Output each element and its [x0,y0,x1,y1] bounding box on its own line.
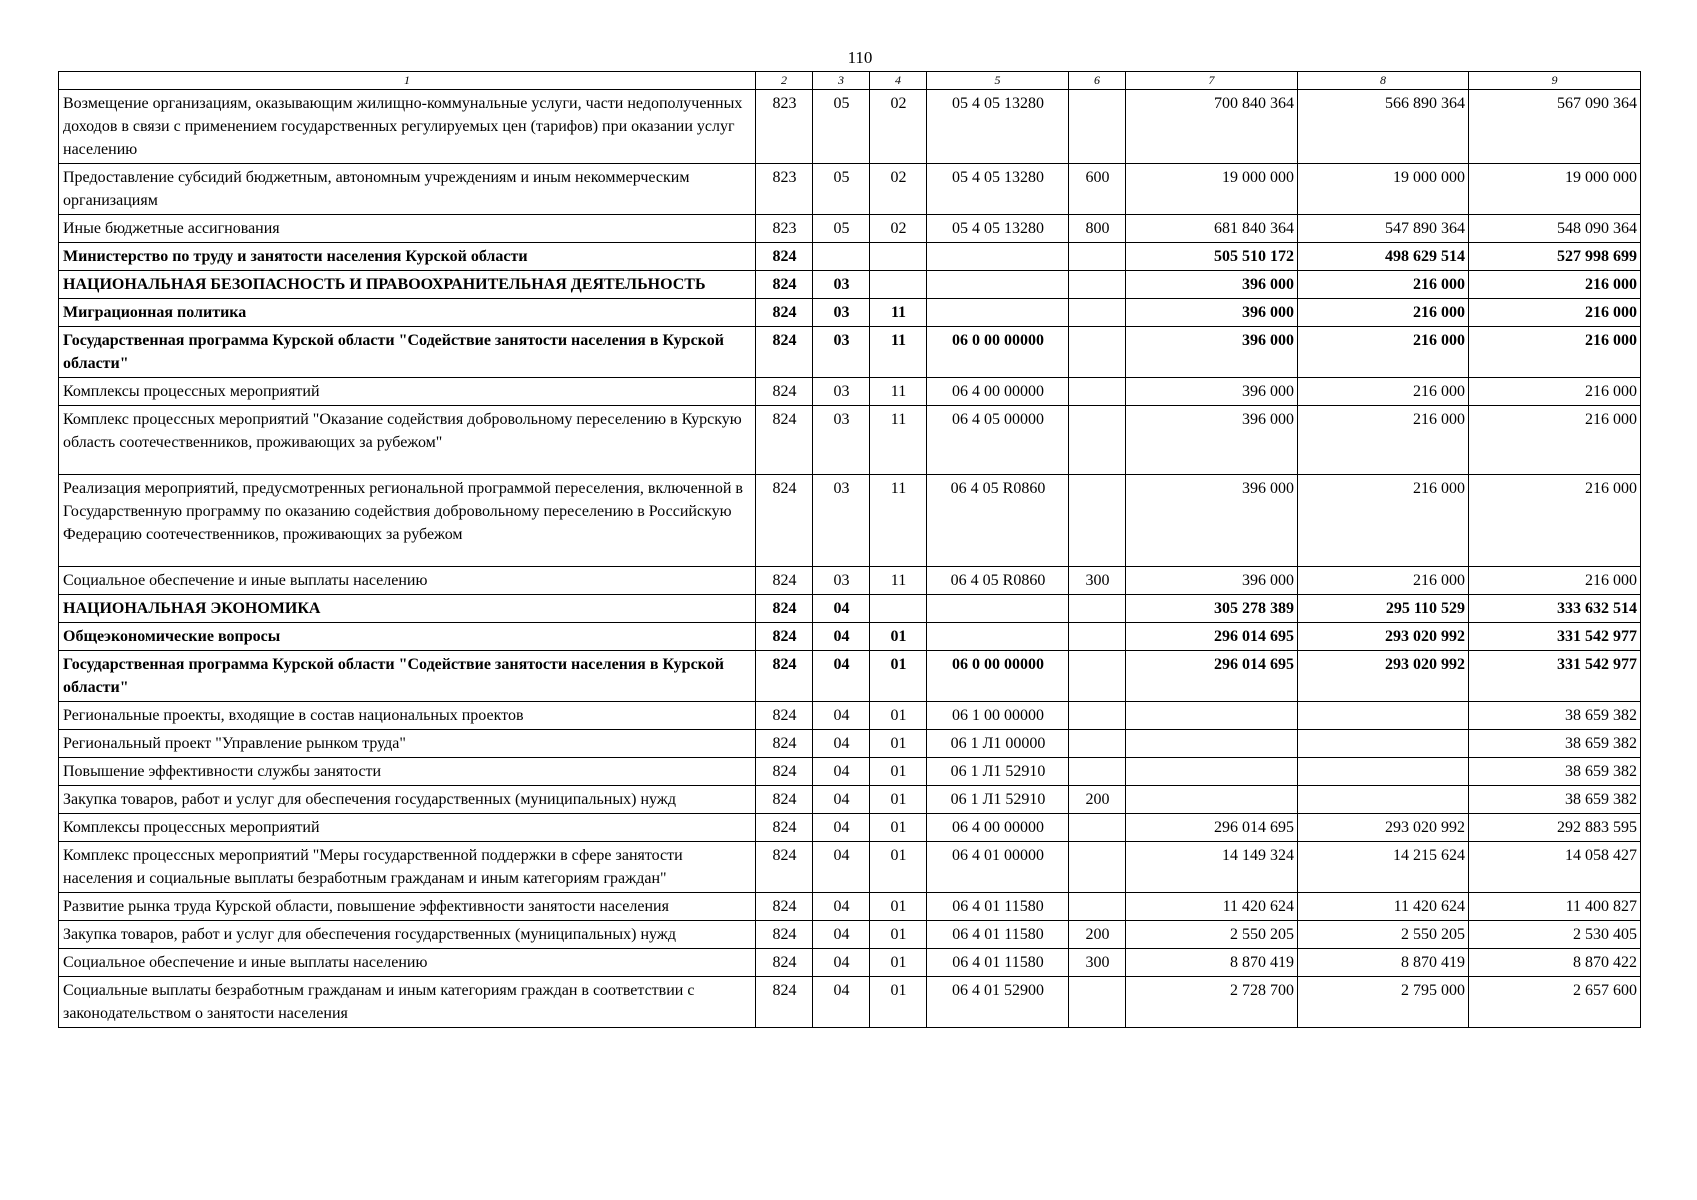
section-code-cell: 04 [813,651,870,702]
row-name-cell: Развитие рынка труда Курской области, повышение эффективности занятости населения [59,893,756,921]
expense-type-cell [1069,299,1126,327]
amount-col9-cell: 567 090 364 [1469,90,1641,164]
amount-col7-cell: 396 000 [1126,567,1298,595]
expense-type-cell [1069,623,1126,651]
amount-col9-cell: 19 000 000 [1469,164,1641,215]
section-code-cell: 04 [813,921,870,949]
expense-type-cell: 800 [1069,215,1126,243]
amount-col8-cell: 547 890 364 [1298,215,1469,243]
row-name-cell: Предоставление субсидий бюджетным, автономным учреждениям и иным некоммерческим организациям [59,164,756,215]
amount-col8-cell: 216 000 [1298,475,1469,567]
row-name-cell: Социальное обеспечение и иные выплаты населению [59,567,756,595]
amount-col9-cell: 331 542 977 [1469,651,1641,702]
amount-col9-cell: 548 090 364 [1469,215,1641,243]
row-name-cell: Социальное обеспечение и иные выплаты населению [59,949,756,977]
amount-col7-cell: 396 000 [1126,378,1298,406]
section-code-cell: 04 [813,842,870,893]
subsection-code-cell: 01 [870,842,927,893]
table-row [59,299,1641,327]
amount-col7-cell: 505 510 172 [1126,243,1298,271]
ministry-code-cell: 824 [756,786,813,814]
section-code-cell: 03 [813,299,870,327]
amount-col9-cell: 527 998 699 [1469,243,1641,271]
expense-type-cell [1069,893,1126,921]
row-name-cell: Комплекс процессных мероприятий "Меры государственной поддержки в сфере занятости населения и социальные выплаты безработным гражданам и иным категориям граждан" [59,842,756,893]
amount-col9-cell: 11 400 827 [1469,893,1641,921]
amount-col9-cell: 331 542 977 [1469,623,1641,651]
ministry-code-cell: 824 [756,567,813,595]
target-article-cell: 06 1 Л1 00000 [927,730,1069,758]
section-code-cell: 05 [813,90,870,164]
amount-col8-cell [1298,786,1469,814]
section-code-cell: 03 [813,271,870,299]
section-code-cell: 04 [813,702,870,730]
table-body [59,90,1641,1028]
amount-col9-cell: 216 000 [1469,299,1641,327]
subsection-code-cell: 11 [870,378,927,406]
row-name-cell: Общеэкономические вопросы [59,623,756,651]
amount-col9-cell: 38 659 382 [1469,758,1641,786]
subsection-code-cell: 01 [870,814,927,842]
expense-type-cell: 600 [1069,164,1126,215]
expense-type-cell [1069,651,1126,702]
column-number: 5 [927,72,1069,90]
subsection-code-cell [870,271,927,299]
column-number: 6 [1069,72,1126,90]
ministry-code-cell: 824 [756,893,813,921]
row-name-cell: НАЦИОНАЛЬНАЯ БЕЗОПАСНОСТЬ И ПРАВООХРАНИТЕЛЬНАЯ ДЕЯТЕЛЬНОСТЬ [59,271,756,299]
row-name-cell: Реализация мероприятий, предусмотренных региональной программой переселения, включенной в Государственную программу по оказанию содействия добровольному переселению в Российскую Федерацию соотечественников, проживающих за рубежом [59,475,756,567]
column-number: 1 [59,72,756,90]
table-row [59,730,1641,758]
ministry-code-cell: 824 [756,623,813,651]
ministry-code-cell: 824 [756,977,813,1028]
amount-col7-cell: 396 000 [1126,475,1298,567]
row-name-cell: Региональный проект "Управление рынком труда" [59,730,756,758]
amount-col8-cell: 293 020 992 [1298,651,1469,702]
amount-col8-cell: 14 215 624 [1298,842,1469,893]
section-code-cell: 04 [813,814,870,842]
row-name-cell: Комплекс процессных мероприятий "Оказание содействия добровольному переселению в Курскую область соотечественников, проживающих за рубежом" [59,406,756,475]
subsection-code-cell: 02 [870,215,927,243]
target-article-cell: 06 1 Л1 52910 [927,786,1069,814]
column-number: 8 [1298,72,1469,90]
amount-col7-cell: 396 000 [1126,299,1298,327]
target-article-cell [927,243,1069,271]
table-row [59,623,1641,651]
table-row [59,893,1641,921]
subsection-code-cell: 11 [870,567,927,595]
row-name-cell: Повышение эффективности службы занятости [59,758,756,786]
amount-col9-cell: 38 659 382 [1469,702,1641,730]
row-name-cell: Региональные проекты, входящие в состав национальных проектов [59,702,756,730]
expense-type-cell [1069,243,1126,271]
table-row [59,814,1641,842]
ministry-code-cell: 824 [756,595,813,623]
amount-col8-cell: 293 020 992 [1298,814,1469,842]
table-row [59,651,1641,702]
ministry-code-cell: 824 [756,814,813,842]
subsection-code-cell: 02 [870,90,927,164]
table-row [59,164,1641,215]
amount-col9-cell: 38 659 382 [1469,786,1641,814]
subsection-code-cell: 02 [870,164,927,215]
row-name-cell: Комплексы процессных мероприятий [59,814,756,842]
subsection-code-cell: 01 [870,758,927,786]
amount-col7-cell: 396 000 [1126,327,1298,378]
subsection-code-cell: 01 [870,730,927,758]
amount-col8-cell: 498 629 514 [1298,243,1469,271]
amount-col8-cell: 216 000 [1298,327,1469,378]
amount-col7-cell [1126,702,1298,730]
ministry-code-cell: 824 [756,651,813,702]
amount-col8-cell: 11 420 624 [1298,893,1469,921]
column-number: 7 [1126,72,1298,90]
amount-col7-cell [1126,730,1298,758]
ministry-code-cell: 824 [756,921,813,949]
section-code-cell [813,243,870,271]
amount-col9-cell: 2 657 600 [1469,977,1641,1028]
amount-col8-cell: 2 550 205 [1298,921,1469,949]
subsection-code-cell [870,243,927,271]
budget-table [58,71,1641,1028]
page-number: 110 [847,48,873,67]
section-code-cell: 04 [813,623,870,651]
expense-type-cell [1069,90,1126,164]
table-row [59,243,1641,271]
amount-col8-cell: 2 795 000 [1298,977,1469,1028]
ministry-code-cell: 824 [756,702,813,730]
ministry-code-cell: 823 [756,90,813,164]
ministry-code-cell: 824 [756,758,813,786]
target-article-cell [927,271,1069,299]
row-name-cell: Министерство по труду и занятости населения Курской области [59,243,756,271]
ministry-code-cell: 824 [756,475,813,567]
target-article-cell: 06 4 01 11580 [927,921,1069,949]
amount-col7-cell: 681 840 364 [1126,215,1298,243]
expense-type-cell [1069,475,1126,567]
row-name-cell: НАЦИОНАЛЬНАЯ ЭКОНОМИКА [59,595,756,623]
ministry-code-cell: 823 [756,164,813,215]
section-code-cell: 04 [813,786,870,814]
subsection-code-cell: 01 [870,921,927,949]
target-article-cell: 06 4 01 52900 [927,977,1069,1028]
subsection-code-cell: 11 [870,475,927,567]
table-row [59,215,1641,243]
ministry-code-cell: 824 [756,327,813,378]
amount-col7-cell: 296 014 695 [1126,651,1298,702]
amount-col9-cell: 216 000 [1469,567,1641,595]
subsection-code-cell [870,595,927,623]
target-article-cell: 05 4 05 13280 [927,215,1069,243]
amount-col9-cell: 38 659 382 [1469,730,1641,758]
table-row [59,595,1641,623]
target-article-cell: 05 4 05 13280 [927,90,1069,164]
table-row [59,786,1641,814]
subsection-code-cell: 11 [870,406,927,475]
subsection-code-cell: 01 [870,786,927,814]
target-article-cell: 06 4 00 00000 [927,378,1069,406]
row-name-cell: Закупка товаров, работ и услуг для обеспечения государственных (муниципальных) нужд [59,786,756,814]
column-number-row [59,72,1641,90]
expense-type-cell: 300 [1069,949,1126,977]
amount-col7-cell: 305 278 389 [1126,595,1298,623]
table-row [59,921,1641,949]
amount-col9-cell: 216 000 [1469,475,1641,567]
subsection-code-cell: 01 [870,702,927,730]
expense-type-cell [1069,977,1126,1028]
expense-type-cell [1069,730,1126,758]
ministry-code-cell: 824 [756,271,813,299]
amount-col8-cell: 216 000 [1298,299,1469,327]
column-number: 4 [870,72,927,90]
amount-col7-cell: 296 014 695 [1126,623,1298,651]
ministry-code-cell: 823 [756,215,813,243]
table-row [59,90,1641,164]
target-article-cell [927,623,1069,651]
table-row [59,842,1641,893]
target-article-cell: 06 4 00 00000 [927,814,1069,842]
subsection-code-cell: 11 [870,327,927,378]
amount-col7-cell: 19 000 000 [1126,164,1298,215]
amount-col8-cell: 216 000 [1298,271,1469,299]
row-name-cell: Иные бюджетные ассигнования [59,215,756,243]
expense-type-cell [1069,378,1126,406]
expense-type-cell [1069,406,1126,475]
subsection-code-cell: 11 [870,299,927,327]
section-code-cell: 04 [813,977,870,1028]
amount-col8-cell [1298,730,1469,758]
amount-col7-cell: 8 870 419 [1126,949,1298,977]
amount-col9-cell: 8 870 422 [1469,949,1641,977]
expense-type-cell [1069,814,1126,842]
amount-col7-cell: 2 728 700 [1126,977,1298,1028]
column-number: 2 [756,72,813,90]
section-code-cell: 03 [813,475,870,567]
target-article-cell: 06 4 05 R0860 [927,475,1069,567]
amount-col7-cell [1126,758,1298,786]
subsection-code-cell: 01 [870,623,927,651]
amount-col8-cell: 216 000 [1298,406,1469,475]
target-article-cell: 06 4 01 00000 [927,842,1069,893]
ministry-code-cell: 824 [756,299,813,327]
target-article-cell: 06 1 Л1 52910 [927,758,1069,786]
amount-col8-cell: 293 020 992 [1298,623,1469,651]
target-article-cell [927,299,1069,327]
section-code-cell: 04 [813,730,870,758]
table-row [59,475,1641,567]
amount-col9-cell: 2 530 405 [1469,921,1641,949]
section-code-cell: 03 [813,378,870,406]
table-row [59,406,1641,475]
target-article-cell: 06 4 05 R0860 [927,567,1069,595]
section-code-cell: 04 [813,893,870,921]
subsection-code-cell: 01 [870,651,927,702]
expense-type-cell: 200 [1069,786,1126,814]
target-article-cell: 06 1 00 00000 [927,702,1069,730]
amount-col8-cell: 216 000 [1298,378,1469,406]
target-article-cell: 05 4 05 13280 [927,164,1069,215]
section-code-cell: 04 [813,595,870,623]
target-article-cell: 06 4 01 11580 [927,949,1069,977]
amount-col8-cell: 216 000 [1298,567,1469,595]
amount-col8-cell [1298,702,1469,730]
expense-type-cell [1069,595,1126,623]
amount-col8-cell [1298,758,1469,786]
expense-type-cell [1069,327,1126,378]
amount-col9-cell: 14 058 427 [1469,842,1641,893]
target-article-cell: 06 4 01 11580 [927,893,1069,921]
table-row [59,949,1641,977]
target-article-cell: 06 0 00 00000 [927,651,1069,702]
table-row [59,758,1641,786]
expense-type-cell: 200 [1069,921,1126,949]
expense-type-cell [1069,842,1126,893]
amount-col8-cell: 19 000 000 [1298,164,1469,215]
section-code-cell: 04 [813,758,870,786]
table-row [59,327,1641,378]
amount-col9-cell: 216 000 [1469,406,1641,475]
ministry-code-cell: 824 [756,406,813,475]
amount-col7-cell [1126,786,1298,814]
amount-col9-cell: 216 000 [1469,271,1641,299]
row-name-cell: Возмещение организациям, оказывающим жилищно-коммунальные услуги, части недополученных доходов в связи с применением государственных регулируемых цен (тарифов) при оказании услуг населению [59,90,756,164]
column-number: 9 [1469,72,1641,90]
section-code-cell: 05 [813,164,870,215]
column-number: 3 [813,72,870,90]
section-code-cell: 03 [813,567,870,595]
amount-col7-cell: 700 840 364 [1126,90,1298,164]
expense-type-cell [1069,758,1126,786]
ministry-code-cell: 824 [756,378,813,406]
amount-col8-cell: 566 890 364 [1298,90,1469,164]
table-row [59,702,1641,730]
subsection-code-cell: 01 [870,977,927,1028]
row-name-cell: Государственная программа Курской области "Содействие занятости населения в Курской области" [59,327,756,378]
amount-col9-cell: 292 883 595 [1469,814,1641,842]
row-name-cell: Закупка товаров, работ и услуг для обеспечения государственных (муниципальных) нужд [59,921,756,949]
amount-col7-cell: 2 550 205 [1126,921,1298,949]
table-row [59,271,1641,299]
section-code-cell: 05 [813,215,870,243]
amount-col9-cell: 216 000 [1469,327,1641,378]
target-article-cell: 06 4 05 00000 [927,406,1069,475]
expense-type-cell [1069,702,1126,730]
amount-col7-cell: 396 000 [1126,271,1298,299]
amount-col9-cell: 216 000 [1469,378,1641,406]
row-name-cell: Социальные выплаты безработным гражданам и иным категориям граждан в соответствии с законодательством о занятости населения [59,977,756,1028]
ministry-code-cell: 824 [756,842,813,893]
section-code-cell: 03 [813,327,870,378]
ministry-code-cell: 824 [756,730,813,758]
section-code-cell: 03 [813,406,870,475]
row-name-cell: Комплексы процессных мероприятий [59,378,756,406]
amount-col7-cell: 296 014 695 [1126,814,1298,842]
table-row [59,977,1641,1028]
amount-col7-cell: 396 000 [1126,406,1298,475]
expense-type-cell: 300 [1069,567,1126,595]
ministry-code-cell: 824 [756,243,813,271]
row-name-cell: Миграционная политика [59,299,756,327]
ministry-code-cell: 824 [756,949,813,977]
table-row [59,378,1641,406]
table-row [59,567,1641,595]
target-article-cell: 06 0 00 00000 [927,327,1069,378]
amount-col7-cell: 11 420 624 [1126,893,1298,921]
amount-col9-cell: 333 632 514 [1469,595,1641,623]
amount-col7-cell: 14 149 324 [1126,842,1298,893]
expense-type-cell [1069,271,1126,299]
amount-col8-cell: 8 870 419 [1298,949,1469,977]
row-name-cell: Государственная программа Курской области "Содействие занятости населения в Курской области" [59,651,756,702]
target-article-cell [927,595,1069,623]
amount-col8-cell: 295 110 529 [1298,595,1469,623]
subsection-code-cell: 01 [870,949,927,977]
section-code-cell: 04 [813,949,870,977]
subsection-code-cell: 01 [870,893,927,921]
